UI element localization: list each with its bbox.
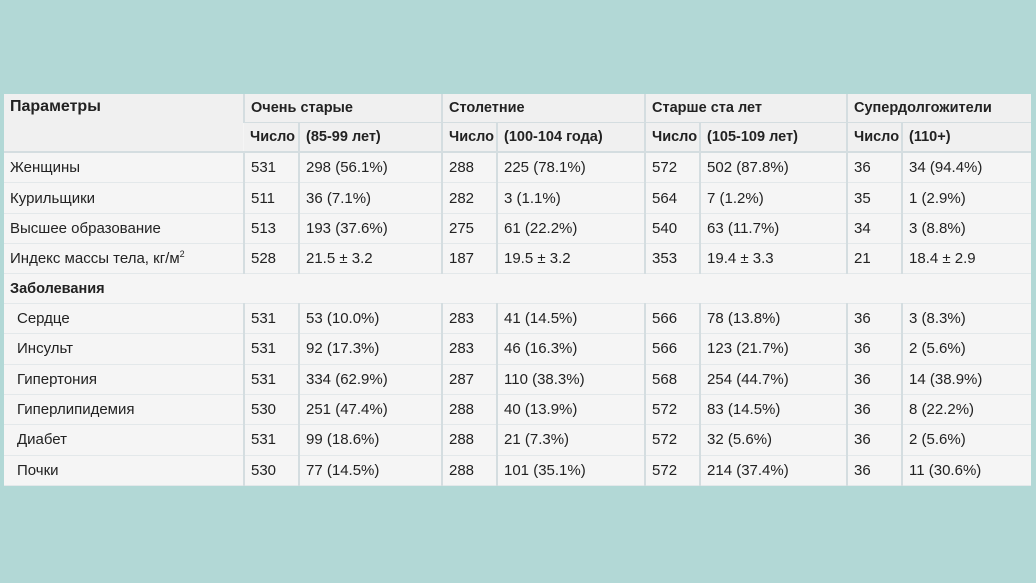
row-label: Гипертония [4,364,244,394]
cell-value: 3 (8.3%) [902,303,1031,333]
table-row [4,183,1031,213]
header-count: Число [244,123,299,152]
table-row [4,153,1031,183]
row-label: Женщины [4,153,244,183]
cell-count: 540 [645,213,700,243]
row-label [4,244,244,274]
table-row [4,425,1031,455]
header-count: Число [645,123,700,152]
table-row [4,303,1031,333]
cell-value: 32 (5.6%) [700,425,847,455]
cell-value: 251 (47.4%) [299,394,442,424]
cell-value: 53 (10.0%) [299,303,442,333]
cell-value: 193 (37.6%) [299,213,442,243]
cell-value: 2 (5.6%) [902,334,1031,364]
cell-value: 41 (14.5%) [497,303,645,333]
row-label-text: Индекс массы тела, кг/м [10,250,180,268]
header-group-semi-supercentenarians: Старше ста лет [645,94,847,123]
cell-count: 282 [442,183,497,213]
cell-count: 283 [442,303,497,333]
table-row [4,364,1031,394]
longevity-parameters-table [4,94,1031,486]
cell-count: 531 [244,153,299,183]
cell-count: 36 [847,364,902,394]
cell-count: 288 [442,394,497,424]
cell-value: 19.5 ± 3.2 [497,244,645,274]
cell-value: 40 (13.9%) [497,394,645,424]
cell-value: 502 (87.8%) [700,153,847,183]
cell-count: 572 [645,153,700,183]
cell-value: 11 (30.6%) [902,455,1031,485]
header-range: (105-109 лет) [700,123,847,152]
cell-count: 531 [244,303,299,333]
header-count: Число [847,123,902,152]
cell-count: 513 [244,213,299,243]
cell-count: 530 [244,455,299,485]
cell-value: 334 (62.9%) [299,364,442,394]
cell-value: 214 (37.4%) [700,455,847,485]
row-label-superscript: 2 [179,249,185,260]
header-count: Число [442,123,497,152]
header-parameters: Параметры [4,94,244,151]
cell-value: 254 (44.7%) [700,364,847,394]
cell-value: 34 (94.4%) [902,153,1031,183]
section-row [4,274,1031,303]
cell-value: 110 (38.3%) [497,364,645,394]
cell-value: 78 (13.8%) [700,303,847,333]
cell-value: 63 (11.7%) [700,213,847,243]
cell-value: 123 (21.7%) [700,334,847,364]
cell-value: 99 (18.6%) [299,425,442,455]
cell-count: 572 [645,455,700,485]
cell-value: 21.5 ± 3.2 [299,244,442,274]
cell-count: 36 [847,303,902,333]
cell-value: 36 (7.1%) [299,183,442,213]
header-range: (85-99 лет) [299,123,442,152]
cell-count: 531 [244,334,299,364]
cell-count: 288 [442,425,497,455]
cell-value: 92 (17.3%) [299,334,442,364]
cell-count: 36 [847,394,902,424]
cell-count: 36 [847,455,902,485]
cell-value: 225 (78.1%) [497,153,645,183]
row-label: Диабет [4,425,244,455]
section-label-diseases: Заболевания [4,274,1031,303]
cell-count: 36 [847,425,902,455]
cell-value: 61 (22.2%) [497,213,645,243]
cell-count: 288 [442,153,497,183]
cell-count: 566 [645,334,700,364]
cell-value: 19.4 ± 3.3 [700,244,847,274]
header-group-supercentenarians: Супердолгожители [847,94,1031,123]
cell-count: 511 [244,183,299,213]
row-label: Курильщики [4,183,244,213]
header-group-very-old: Очень старые [244,94,442,123]
cell-count: 530 [244,394,299,424]
cell-value: 1 (2.9%) [902,183,1031,213]
table-row [4,455,1031,485]
cell-value: 83 (14.5%) [700,394,847,424]
cell-count: 564 [645,183,700,213]
table-row [4,334,1031,364]
cell-count: 528 [244,244,299,274]
cell-count: 572 [645,425,700,455]
cell-count: 36 [847,153,902,183]
cell-count: 568 [645,364,700,394]
cell-value: 8 (22.2%) [902,394,1031,424]
table-row [4,213,1031,243]
cell-value: 77 (14.5%) [299,455,442,485]
cell-count: 34 [847,213,902,243]
header-range: (110+) [902,123,1031,152]
cell-count: 531 [244,364,299,394]
table-row [4,394,1031,424]
cell-count: 36 [847,334,902,364]
cell-value: 101 (35.1%) [497,455,645,485]
row-label: Инсульт [4,334,244,364]
row-label: Сердце [4,303,244,333]
cell-count: 187 [442,244,497,274]
cell-value: 14 (38.9%) [902,364,1031,394]
cell-count: 288 [442,455,497,485]
row-label: Гиперлипидемия [4,394,244,424]
data-table-container [4,94,1031,486]
header-range: (100-104 года) [497,123,645,152]
cell-value: 7 (1.2%) [700,183,847,213]
cell-value: 18.4 ± 2.9 [902,244,1031,274]
cell-count: 287 [442,364,497,394]
cell-count: 566 [645,303,700,333]
cell-count: 572 [645,394,700,424]
cell-value: 2 (5.6%) [902,425,1031,455]
cell-count: 531 [244,425,299,455]
cell-value: 3 (8.8%) [902,213,1031,243]
cell-count: 353 [645,244,700,274]
cell-count: 275 [442,213,497,243]
cell-value: 46 (16.3%) [497,334,645,364]
cell-count: 283 [442,334,497,364]
cell-value: 21 (7.3%) [497,425,645,455]
row-label: Почки [4,455,244,485]
row-label: Высшее образование [4,213,244,243]
cell-count: 21 [847,244,902,274]
cell-count: 35 [847,183,902,213]
table-row [4,244,1031,274]
cell-value: 298 (56.1%) [299,153,442,183]
header-group-centenarians: Столетние [442,94,645,123]
header-row-groups [4,94,1031,123]
cell-value: 3 (1.1%) [497,183,645,213]
